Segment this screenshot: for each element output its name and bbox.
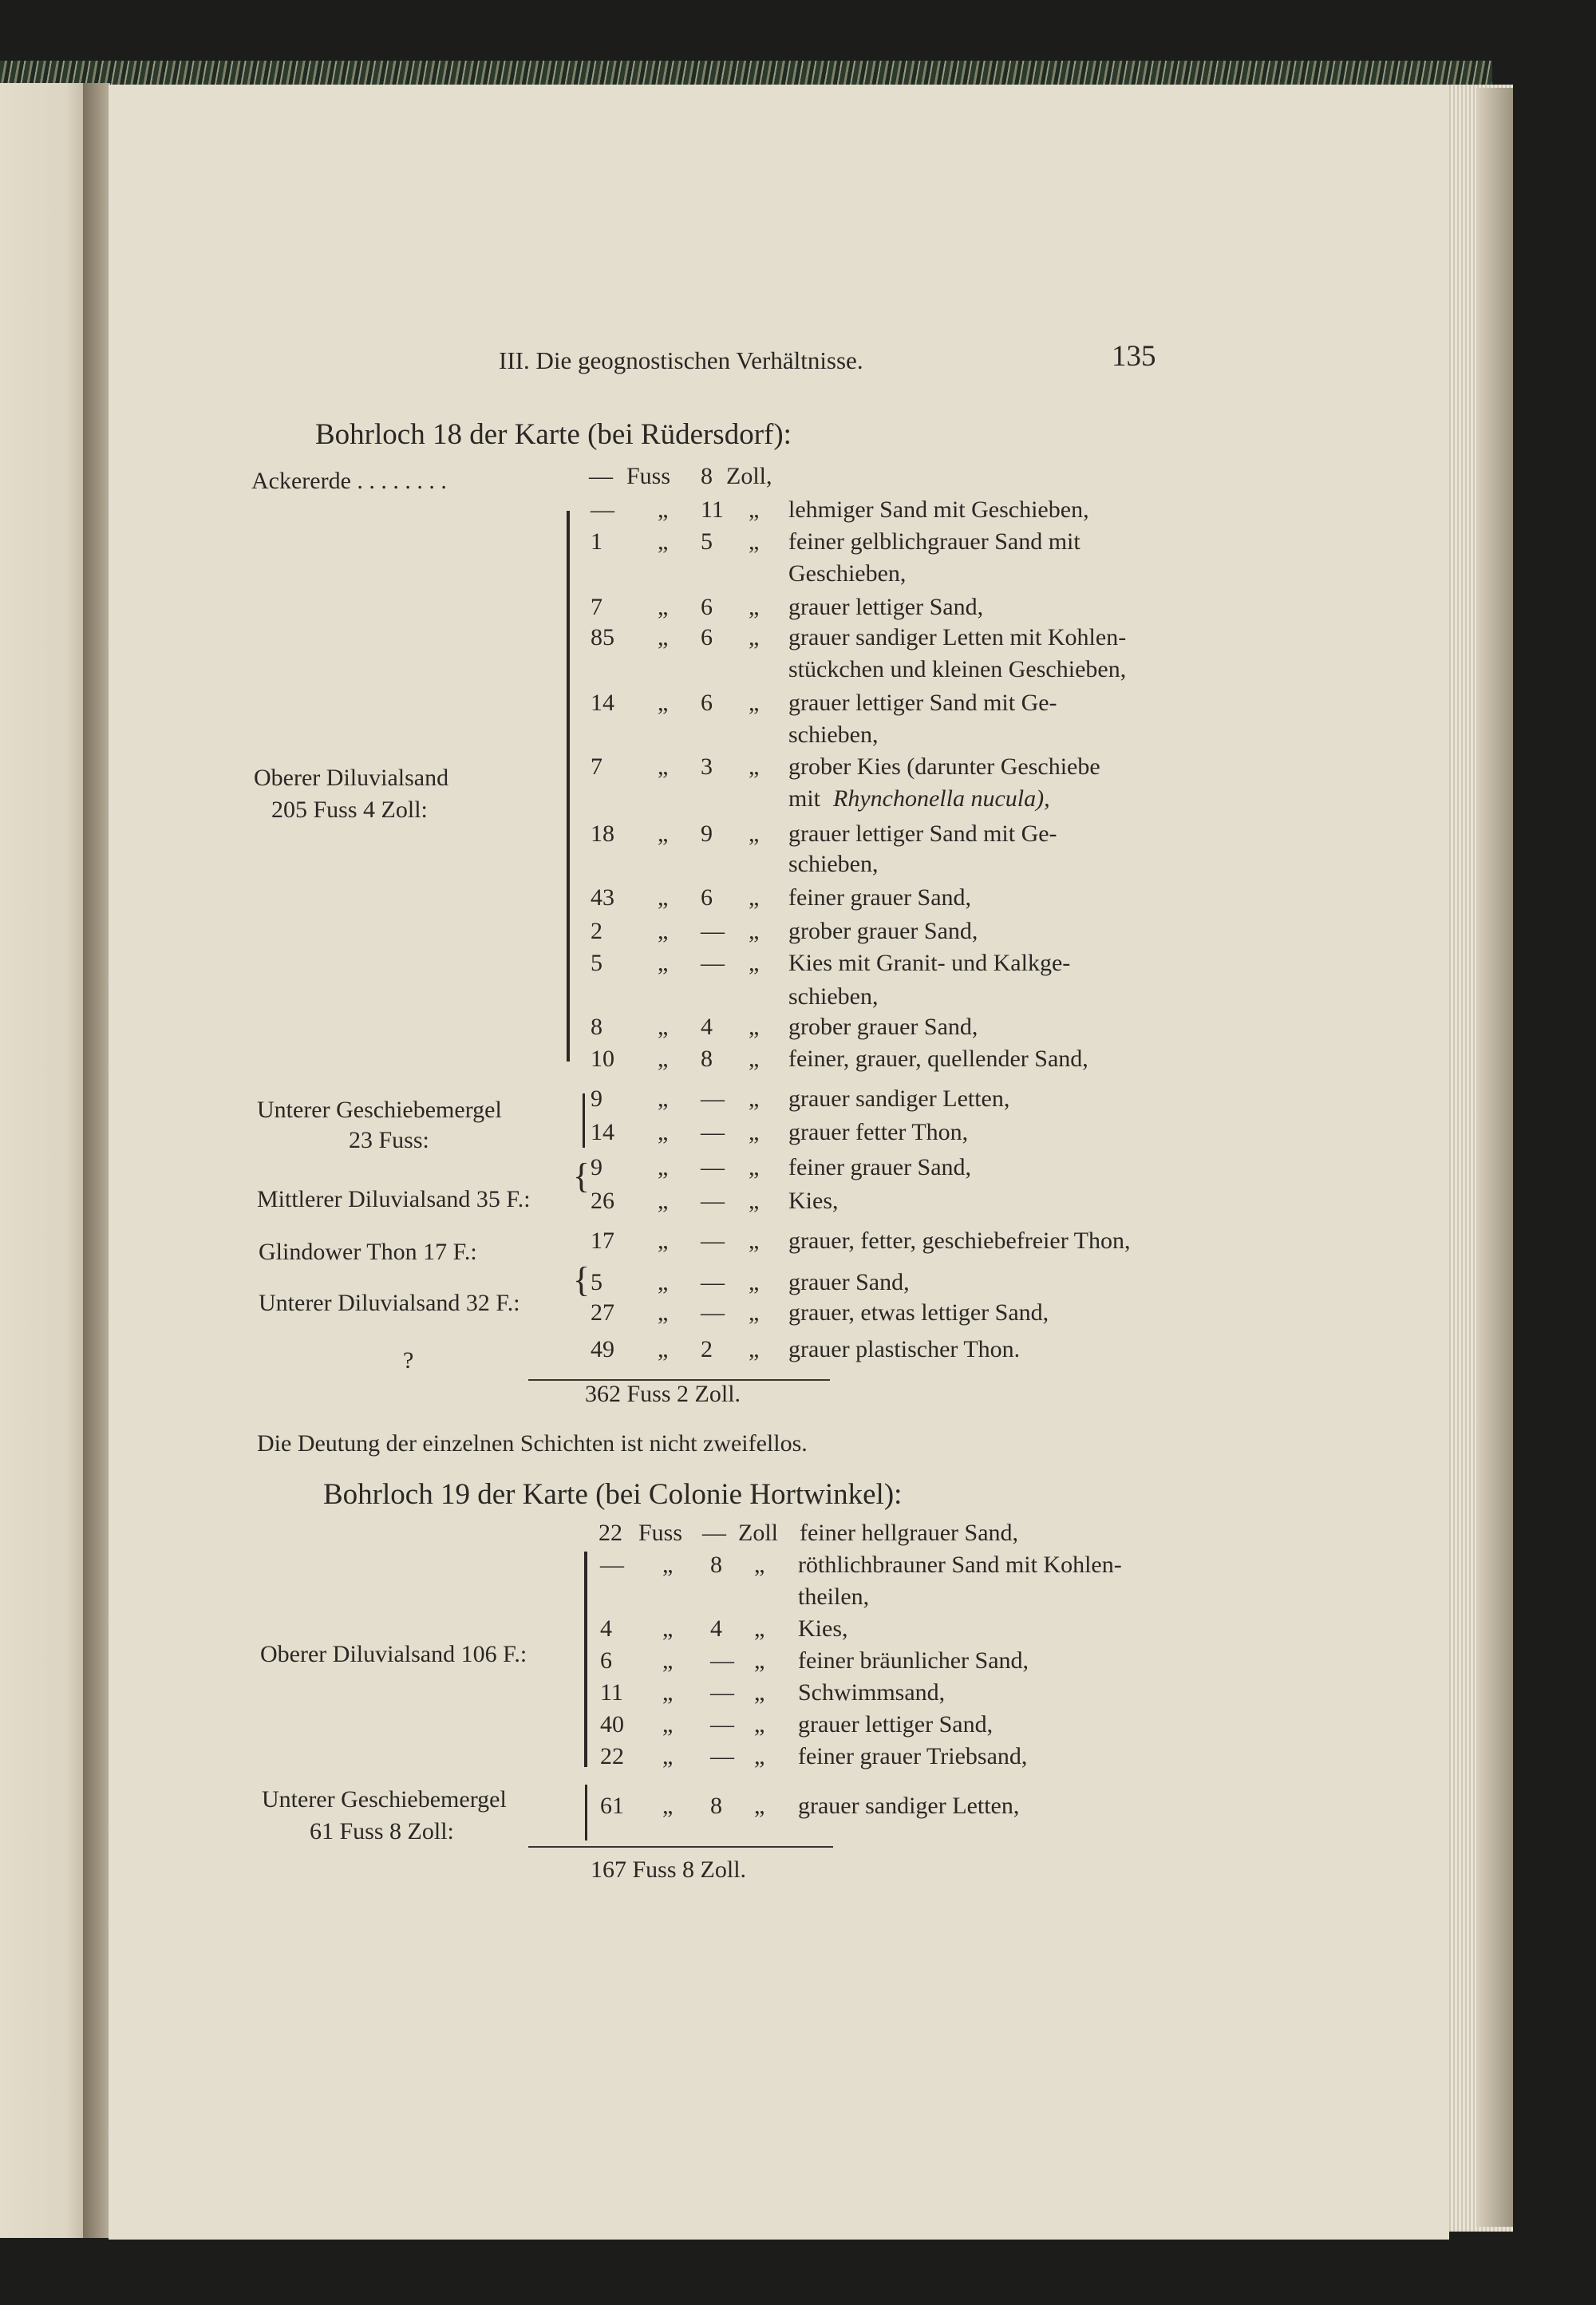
row-inches: — [710,1743,734,1769]
row-inches: 9 [701,820,713,847]
first-row-ft: — [589,463,613,489]
row-inches: 11 [701,496,724,523]
row-description: grauer Sand, [788,1269,910,1295]
group-glindower: Glindower Thon 17 F.: [259,1239,477,1265]
row-feet: — [591,496,614,523]
ditto-mark: „ [749,1154,760,1180]
row-description: feiner grauer Triebsand, [798,1743,1028,1769]
ditto-mark: „ [749,1014,760,1040]
row-feet: 6 [600,1647,612,1674]
total-18: 362 Fuss 2 Zoll. [585,1381,741,1407]
row-feet: 14 [591,1119,614,1145]
row-feet: 40 [600,1711,624,1738]
row-feet: 5 [591,950,602,976]
row-feet: 85 [591,624,614,650]
ditto-mark: „ [749,918,760,944]
row-description: grauer, fetter, geschiebefreier Thon, [788,1228,1131,1254]
b19-first-fuss: Fuss [638,1520,683,1546]
row-feet: 7 [591,753,602,780]
row-feet: 43 [591,884,614,911]
row-description: grober grauer Sand, [788,918,978,944]
row-feet: 26 [591,1188,614,1214]
ditto-mark: „ [754,1743,765,1769]
ditto-mark: „ [754,1552,765,1578]
b19-group-geschiebemergel-line2: 61 Fuss 8 Zoll: [310,1818,454,1844]
total-19: 167 Fuss 8 Zoll. [591,1856,747,1883]
brace-b19-geschiebemergel [585,1785,587,1840]
ditto-mark: „ [749,884,760,911]
row-description: grober Kies (darunter Geschiebe [788,753,1100,780]
section-title-bohrloch-18: Bohrloch 18 der Karte (bei Rüdersdorf): [315,418,792,451]
first-row-zoll: Zoll, [726,463,772,489]
row-feet: 18 [591,820,614,847]
row-description-continued: theilen, [798,1583,870,1610]
ditto-mark: „ [754,1793,765,1819]
row-inches: — [701,918,725,944]
sum-rule-19 [528,1846,833,1848]
row-inches: — [710,1679,734,1706]
ditto-mark: „ [754,1647,765,1674]
row-description: grauer sandiger Letten mit Kohlen- [788,624,1127,650]
row-inches: 8 [710,1793,722,1819]
row-inches: 4 [701,1014,713,1040]
row-feet: 49 [591,1336,614,1362]
ditto-mark: „ [658,1188,669,1214]
ditto-mark: „ [749,624,760,650]
ditto-mark: „ [658,950,669,976]
ditto-mark: „ [749,1085,760,1112]
row-inches: — [701,1154,725,1180]
first-row-in: 8 [701,463,713,489]
row-inches: 4 [710,1615,722,1642]
row-description: grauer lettiger Sand mit Ge- [788,820,1057,847]
row-description: feiner grauer Sand, [788,884,972,911]
ditto-mark: „ [749,1119,760,1145]
row-label-ackererde: Ackererde . . . . . . . . [251,468,447,494]
ditto-mark: „ [662,1793,674,1819]
row-description-continued: schieben, [788,851,879,877]
left-page-edge [0,83,94,2238]
row-feet: 27 [591,1299,614,1326]
row-description: grauer sandiger Letten, [788,1085,1010,1112]
ditto-mark: „ [749,1299,760,1326]
ditto-mark: „ [658,1228,669,1254]
row-description-continued: stückchen und kleinen Geschieben, [788,656,1127,682]
row-inches: 6 [701,594,713,620]
group-geschiebemergel-line1: Unterer Geschiebemergel [257,1097,502,1123]
ditto-mark: „ [662,1552,674,1578]
ditto-mark: „ [749,1336,760,1362]
row-feet: 8 [591,1014,602,1040]
ditto-mark: „ [749,594,760,620]
row-description: Kies mit Granit- und Kalkge- [788,950,1071,976]
b19-group-geschiebemergel-line1: Unterer Geschiebemergel [262,1786,507,1813]
row-description-continued: schieben, [788,983,879,1010]
ditto-mark: „ [749,528,760,555]
row-feet: 2 [591,918,602,944]
ditto-mark: „ [749,1269,760,1295]
row-description: grober grauer Sand, [788,1014,978,1040]
ditto-mark: „ [658,1336,669,1362]
b19-group-oberer: Oberer Diluvialsand 106 F.: [260,1641,527,1667]
ditto-mark: „ [749,950,760,976]
row-feet: 61 [600,1793,624,1819]
row-inches: — [701,1188,725,1214]
row-inches: — [701,1119,725,1145]
row-description: grauer plastischer Thon. [788,1336,1021,1362]
ditto-mark: „ [754,1679,765,1706]
ditto-mark: „ [749,1228,760,1254]
brace-mittlerer: { [573,1156,591,1196]
row-feet: 9 [591,1085,602,1112]
ditto-mark: „ [658,1046,669,1072]
species-name: Rhynchonella nucula), [833,785,1050,812]
first-row-fuss: Fuss [626,463,671,489]
ditto-mark: „ [749,1046,760,1072]
row-description: röthlichbrauner Sand mit Kohlen- [798,1552,1122,1578]
row-feet: 5 [591,1269,602,1295]
running-title: III. Die geognostischen Verhältnisse. [499,346,863,374]
row-inches: — [701,950,725,976]
ditto-mark: „ [749,690,760,716]
ditto-mark: „ [658,1154,669,1180]
row-inches: — [710,1647,734,1674]
page-stack-shadow [1476,88,1513,2227]
row-description-continued: Geschieben, [788,560,907,587]
ditto-mark: „ [658,1085,669,1112]
brace-unterer: { [573,1260,591,1299]
row-feet: 11 [600,1679,623,1706]
row-inches: 8 [701,1046,713,1072]
row-description: Kies, [798,1615,848,1642]
ditto-mark: „ [658,496,669,523]
row-description: feiner, grauer, quellender Sand, [788,1046,1088,1072]
book-cover-band [0,61,1492,85]
group-unterer: Unterer Diluvialsand 32 F.: [259,1290,520,1316]
group-unknown: ? [403,1347,414,1374]
ditto-mark: „ [658,1014,669,1040]
row-inches: — [701,1228,725,1254]
group-mittlerer: Mittlerer Diluvialsand 35 F.: [257,1186,531,1212]
row-description: grauer lettiger Sand, [798,1711,994,1738]
row-inches: 3 [701,753,713,780]
row-description: grauer lettiger Sand mit Ge- [788,690,1057,716]
row-feet: — [600,1552,624,1578]
ditto-mark: „ [658,594,669,620]
ditto-mark: „ [754,1711,765,1738]
page-number: 135 [1112,340,1156,373]
ditto-mark: „ [658,884,669,911]
ditto-mark: „ [749,753,760,780]
row-description: feiner bräunlicher Sand, [798,1647,1029,1674]
row-inches: 6 [701,690,713,716]
ditto-mark: „ [662,1647,674,1674]
ditto-mark: „ [658,918,669,944]
row-inches: — [701,1085,725,1112]
b19-first-ft: 22 [598,1520,622,1546]
ditto-mark: „ [658,753,669,780]
b19-first-desc: feiner hellgrauer Sand, [800,1520,1019,1546]
ditto-mark: „ [662,1711,674,1738]
row-description: feiner grauer Sand, [788,1154,972,1180]
row-description: grauer lettiger Sand, [788,594,984,620]
row-inches: 6 [701,884,713,911]
row-description: Kies, [788,1188,839,1214]
row-description: lehmiger Sand mit Geschieben, [788,496,1089,523]
row-feet: 7 [591,594,602,620]
row-inches: 2 [701,1336,713,1362]
row-inches: — [701,1269,725,1295]
b19-first-zoll: Zoll [738,1520,778,1546]
ditto-mark: „ [658,820,669,847]
row-feet: 9 [591,1154,602,1180]
book-page [109,85,1449,2240]
row-description: feiner gelblichgrauer Sand mit [788,528,1080,555]
brace-geschiebemergel [583,1093,585,1148]
row-inches: — [701,1299,725,1326]
section-title-bohrloch-19: Bohrloch 19 der Karte (bei Colonie Hortwinkel): [323,1478,903,1511]
ditto-mark: „ [658,1119,669,1145]
row-inches: — [710,1711,734,1738]
group-oberer-line1: Oberer Diluvialsand [254,765,449,791]
ditto-mark: „ [662,1679,674,1706]
b19-first-in: — [702,1520,726,1546]
row-inches: 5 [701,528,713,555]
ditto-mark: „ [749,820,760,847]
ditto-mark: „ [658,690,669,716]
ditto-mark: „ [658,1269,669,1295]
group-geschiebemergel-line2: 23 Fuss: [349,1127,429,1153]
brace-b19-oberer [584,1552,587,1767]
group-oberer-line2: 205 Fuss 4 Zoll: [271,797,428,823]
note-deutung: Die Deutung der einzelnen Schichten ist nicht zweifellos. [257,1430,808,1457]
ditto-mark: „ [662,1743,674,1769]
brace-oberer-diluvialsand [567,511,570,1062]
row-feet: 4 [600,1615,612,1642]
ditto-mark: „ [754,1615,765,1642]
ditto-mark: „ [749,496,760,523]
row-feet: 1 [591,528,602,555]
row-description: grauer fetter Thon, [788,1119,969,1145]
row-description: grauer sandiger Letten, [798,1793,1020,1819]
row-feet: 22 [600,1743,624,1769]
row-description-continued: mit [788,785,821,812]
book-gutter [83,83,110,2238]
row-feet: 10 [591,1046,614,1072]
ditto-mark: „ [662,1615,674,1642]
row-description: Schwimmsand, [798,1679,946,1706]
row-feet: 14 [591,690,614,716]
row-description-continued: schieben, [788,722,879,748]
ditto-mark: „ [658,624,669,650]
ditto-mark: „ [658,528,669,555]
ditto-mark: „ [658,1299,669,1326]
row-inches: 6 [701,624,713,650]
row-description: grauer, etwas lettiger Sand, [788,1299,1049,1326]
row-feet: 17 [591,1228,614,1254]
row-inches: 8 [710,1552,722,1578]
ditto-mark: „ [749,1188,760,1214]
